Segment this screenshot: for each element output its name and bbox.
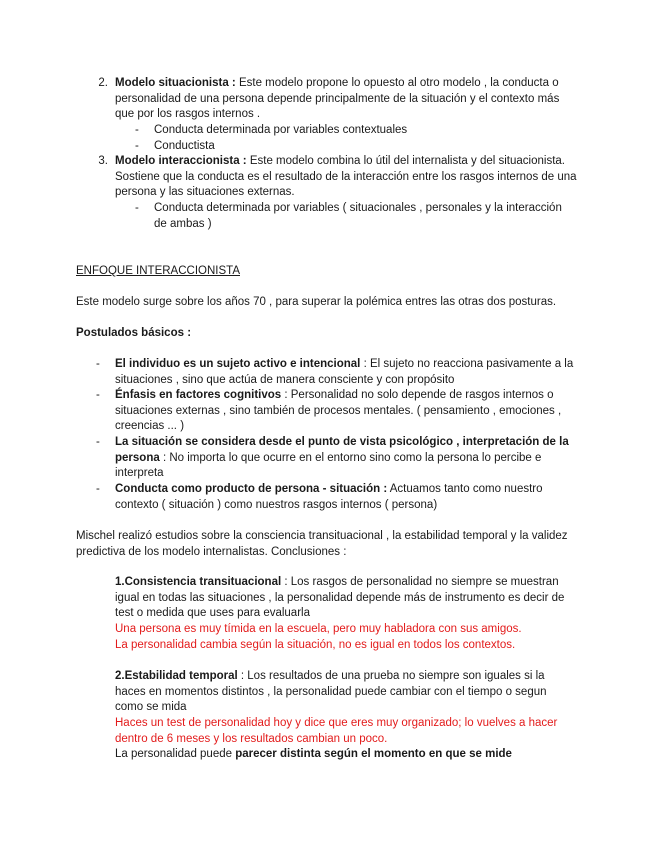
- bullet-dash: -: [96, 483, 100, 495]
- list-number: 2.: [98, 77, 108, 89]
- intro-paragraph: Este modelo surge sobre los años 70 , para superar la polémica entres las otras dos posturas.: [76, 296, 557, 308]
- postulados-heading: Postulados básicos :: [76, 327, 192, 339]
- postulado-bold: La situación se considera desde el punto de vista psicológico , interpretación de la persona: [115, 436, 569, 464]
- postulado-item: [115, 482, 577, 513]
- mischel-paragraph: Mischel realizó estudios sobre la consciencia transituacional , la estabilidad temporal y la validez predictiva de los modelo internalistas. Conclusiones :: [76, 530, 568, 558]
- item-text: Este modelo propone lo opuesto al otro modelo , la conducta o personalidad de una persona depende principalmente de la situación y el contexto más que por los rasgos internos .: [115, 77, 560, 121]
- postulado-item: [115, 388, 577, 435]
- postulado-item: [115, 435, 577, 482]
- conclusion-text: : Los resultados de una prueba no siempre son iguales si la haces en momentos distintos , la personalidad puede cambiar con el tiempo o segun como se mida: [115, 670, 547, 714]
- section-heading: ENFOQUE INTERACCIONISTA: [76, 265, 240, 277]
- postulado-text: Actuamos tanto como nuestro contexto ( situación ) como nuestros rasgos internos ( persona): [115, 483, 543, 511]
- list-number: 3.: [98, 155, 108, 167]
- postulado-bold: Énfasis en factores cognitivos: [115, 389, 282, 401]
- conclusion-consistencia: [115, 575, 577, 622]
- example-red: Haces un test de personalidad hoy y dice que eres muy organizado; lo vuelves a hacer dentro de 6 meses y los resultados cambian un poco.: [115, 717, 558, 745]
- bullet-dash: -: [135, 140, 139, 152]
- closing-text: La personalidad puede: [115, 748, 236, 760]
- postulado-text: : El sujeto no reacciona pasivamente a la situaciones , sino que actúa de manera consciente y con propósito: [115, 358, 574, 386]
- bullet-dash: -: [96, 389, 100, 401]
- conclusion-estabilidad: [115, 669, 577, 716]
- list-item-situacionista: [115, 76, 575, 123]
- postulado-text: : No importa lo que ocurre en el entorno sino como la persona lo percibe e interpreta: [115, 451, 542, 480]
- bullet-dash: -: [135, 124, 139, 136]
- postulado-text: : Personalidad no solo depende de rasgos internos o situaciones externas , sino también de procesos mentales. ( pensamiento , emociones , creencias ... ): [115, 389, 562, 433]
- conclusion-title: 2.Estabilidad temporal: [115, 670, 238, 682]
- conclusion-text: : Los rasgos de personalidad no siempre se muestran igual en todas las situaciones , la personalidad depende más de instrumento es decir de test o medida que uses para evaluarla: [115, 576, 565, 620]
- closing-line: [115, 747, 585, 763]
- sub-bullet: Conducta determinada por variables ( situacionales , personales y la interacción de ambas ): [154, 202, 562, 230]
- closing-bold: parecer distinta según el momento en que se mide: [235, 748, 512, 760]
- item-title: Modelo interaccionista :: [115, 155, 247, 167]
- list-item-interaccionista: [115, 154, 577, 201]
- postulado-item: [115, 357, 577, 388]
- bullet-dash: -: [96, 358, 100, 370]
- example-red: La personalidad cambia según la situación, no es igual en todos los contextos.: [115, 639, 516, 651]
- postulado-bold: El individuo es un sujeto activo e intencional: [115, 358, 361, 370]
- item-text: Este modelo combina lo útil del internalista y del situacionista. Sostiene que la conducta es el resultado de la interacción entre los rasgos internos de una persona y las situaciones externas.: [115, 155, 577, 199]
- sub-bullet: Conductista: [154, 140, 215, 152]
- example-red: Una persona es muy tímida en la escuela, pero muy habladora con sus amigos.: [115, 623, 522, 635]
- sub-bullet: Conducta determinada por variables contextuales: [154, 124, 408, 136]
- bullet-dash: -: [135, 202, 139, 214]
- bullet-dash: -: [96, 436, 100, 448]
- postulado-bold: Conducta como producto de persona - situación :: [115, 483, 388, 495]
- conclusion-title: 1.Consistencia transituacional: [115, 576, 282, 588]
- item-title: Modelo situacionista :: [115, 77, 236, 89]
